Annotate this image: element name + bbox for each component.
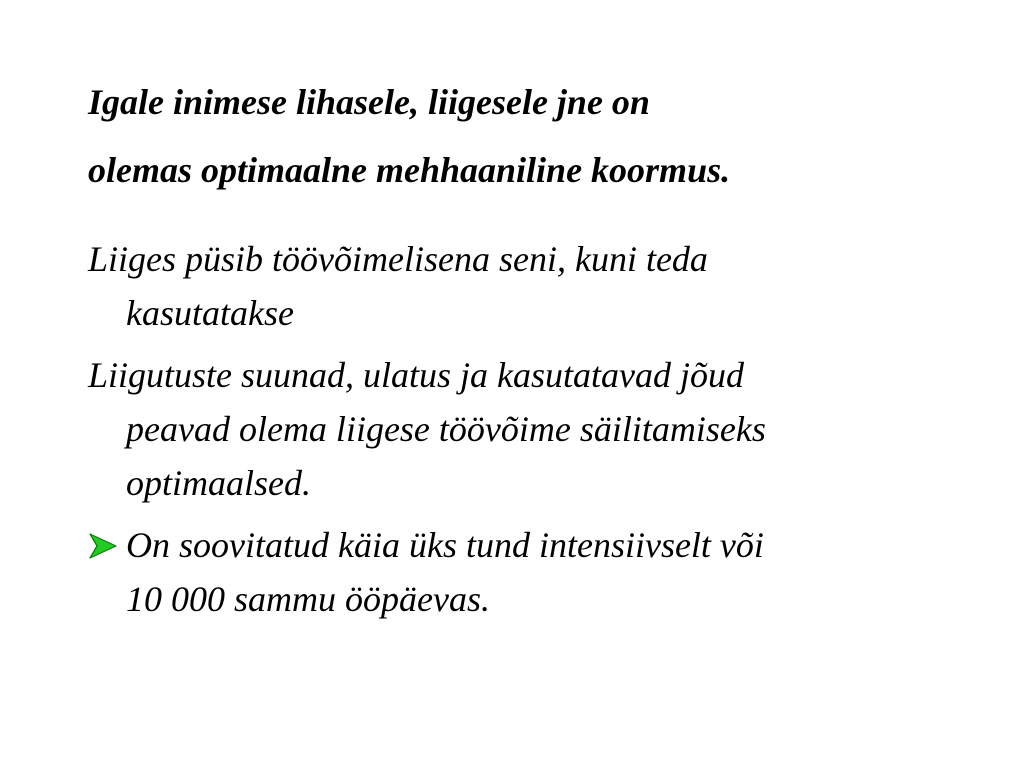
paragraph-2-line-1: Liigutuste suunad, ulatus ja kasutatavad jõud [88,355,745,395]
paragraph-1-line-1: Liiges püsib töövõimelisena seni, kuni teda [88,239,708,279]
arrow-bullet-icon [88,533,118,559]
title-line-2: olemas optimaalne mehhaaniline koormus. [88,150,731,190]
paragraph-1 [88,232,968,340]
paragraph-3-line-1: On soovitatud käia üks tund intensiivselt või [126,525,764,565]
paragraph-3 [88,518,968,626]
paragraph-2-line-2: peavad olema liigese töövõime säilitamiseks [126,409,766,449]
slide-body [88,232,968,634]
paragraph-2 [88,348,968,510]
slide-title [88,68,968,204]
title-line-1: Igale inimese lihasele, liigesele jne on [88,82,650,122]
paragraph-1-line-2: kasutatakse [126,293,294,333]
paragraph-3-line-2: 10 000 sammu ööpäevas. [126,579,490,619]
paragraph-2-line-3: optimaalsed. [126,463,311,503]
